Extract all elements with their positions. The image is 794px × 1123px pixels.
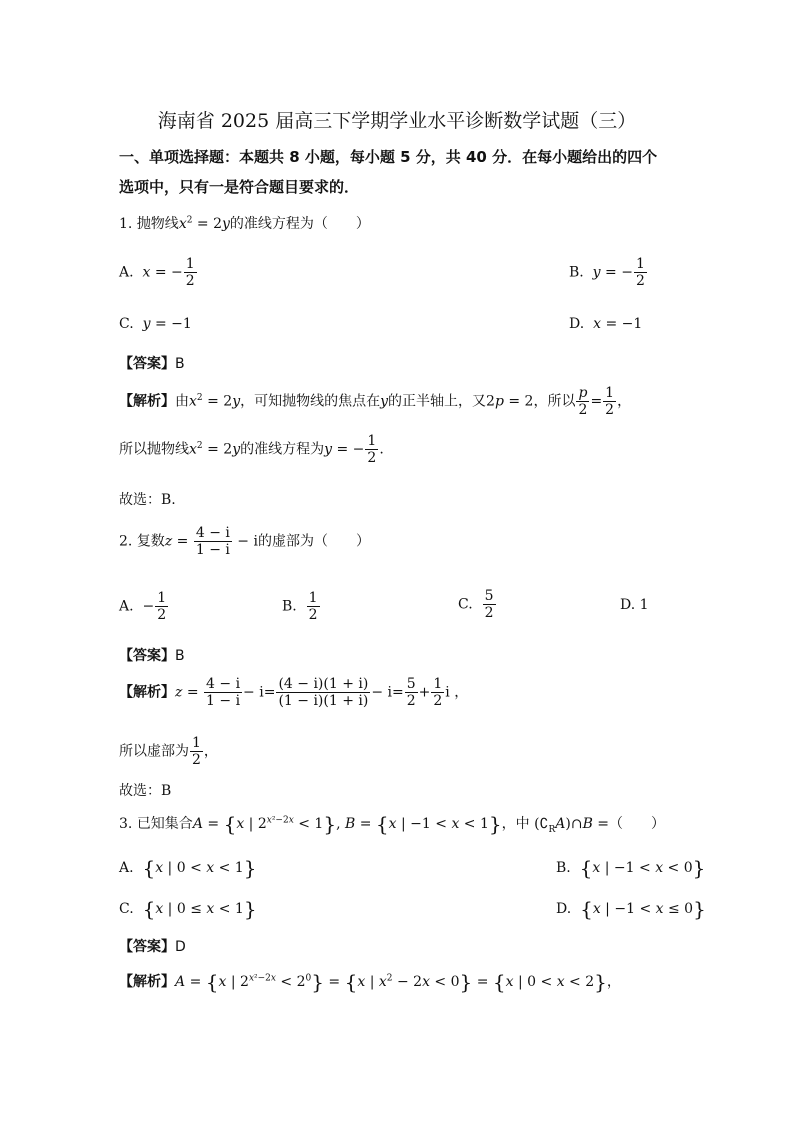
q3-number: 3. bbox=[119, 816, 133, 832]
q2-number: 2. bbox=[119, 533, 133, 550]
section-heading-line1: 一、单项选择题：本题共 8 小题，每小题 5 分，共 40 分．在每小题给出的四个 bbox=[119, 148, 658, 166]
q1-stem: 1. 抛物线$x^2 = 2y$的准线方程为（ ） bbox=[119, 215, 370, 232]
q3-option-d: D. {x | −1 < x ≤ 0} bbox=[556, 897, 706, 921]
q3-option-c: C. {x | 0 ≤ x < 1} bbox=[119, 897, 257, 921]
q2-analysis: 【解析】z = $\frac{4 - i}{1 - i}$ − i= $\frac{(4 - i)(1 + i)}{(1 - i)(1 + i)}$ − i= $\frac{5}{2}$ + $\frac{1}{2}$ i ， bbox=[119, 676, 469, 710]
q1-analysis-line2: 所以抛物线$x^2 = 2y$的准线方程为y = − $\frac{1}{2}$ . bbox=[119, 433, 384, 467]
q3-option-b: B. {x | −1 < x < 0} bbox=[556, 856, 706, 880]
q2-option-a: A. − $\frac{1}{2}$ bbox=[119, 590, 167, 624]
q1-option-b: B. y = − $\frac{1}{2}$ bbox=[569, 256, 645, 290]
q2-option-d: D. 1 bbox=[620, 597, 649, 613]
q2-analysis-line2: 所以虚部为 $\frac{1}{2}$ ， bbox=[119, 735, 218, 769]
q2-option-b: B. $\frac{1}{2}$ bbox=[282, 590, 318, 624]
q2-answer: 【答案】B bbox=[119, 648, 185, 664]
section-heading-line2: 选项中，只有一是符合题目要求的． bbox=[119, 178, 360, 196]
q3-analysis: 【解析】A = {x | $2^{x^2-2x} < 2^0\} = \{x$ | $x^2 - 2x < 0\} = \{x$ | 0 < x < 2}， bbox=[119, 970, 621, 994]
q1-option-a: A. x = − $\frac{1}{2}$ bbox=[119, 256, 195, 290]
q1-choose: 故选：B. bbox=[119, 492, 176, 508]
page-title: 海南省 2025 届高三下学期学业水平诊断数学试题（三） bbox=[157, 110, 637, 132]
q1-number: 1. bbox=[119, 216, 133, 232]
q1-option-c: C. y = −1 bbox=[119, 316, 192, 332]
q2-stem: 2. 复数z = $\frac{4 - i}{1 - i}$ − i的虚部为（ ） bbox=[119, 525, 370, 559]
q1-answer: 【答案】B bbox=[119, 356, 185, 372]
q1-option-d: D. x = −1 bbox=[569, 316, 643, 332]
q2-option-c: C. $\frac{5}{2}$ bbox=[458, 588, 494, 622]
q2-choose: 故选：B bbox=[119, 783, 172, 799]
q1-analysis: 【解析】由$x^2 = 2y$，可知抛物线的焦点在y的正半轴上，又2p = 2，所以 $\frac{p}{2}$ = $\frac{1}{2}$ ， bbox=[119, 385, 632, 419]
q3-option-a: A. {x | 0 < x < 1} bbox=[119, 856, 257, 880]
q3-stem: 3. 已知集合A = {x | $2^{x^2-2x} < 1$}, B = {x | −1 < x < 1}，中 $(∁_RA)\cap B$ =（ ） bbox=[119, 812, 666, 836]
q3-answer: 【答案】D bbox=[119, 939, 186, 955]
